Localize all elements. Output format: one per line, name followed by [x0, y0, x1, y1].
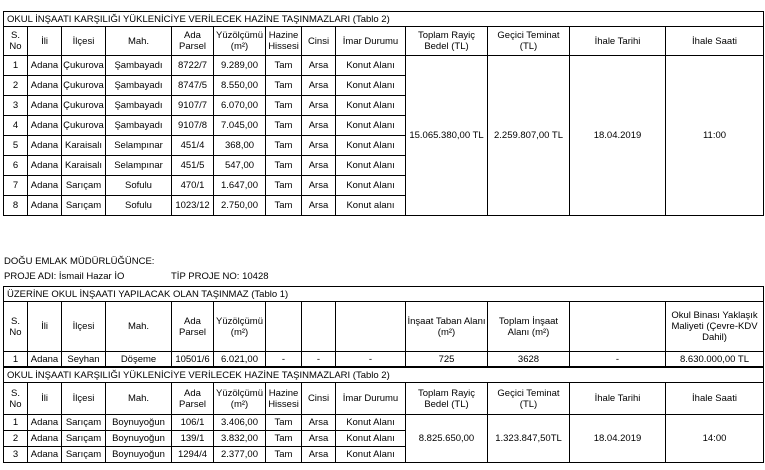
header-cins: Cinsi [302, 383, 336, 415]
header-il: İli [28, 302, 62, 352]
cell-mah: Boynuyoğun [106, 447, 172, 463]
header-empty [266, 302, 302, 352]
cell-imar: Konut Alanı [336, 156, 406, 176]
cell-toplam: 3628 [488, 352, 570, 367]
cell-no: 6 [4, 156, 28, 176]
cell-ada: 451/4 [172, 136, 214, 156]
cell-mah: Şambayadı [106, 116, 172, 136]
cell-cins: Arsa [302, 116, 336, 136]
header-empty [570, 302, 666, 352]
cell-ilce: Karaisalı [62, 156, 106, 176]
office-name: DOĞU EMLAK MÜDÜRLÜĞÜNCE: [4, 256, 155, 267]
cell-ilce: Sarıçam [62, 447, 106, 463]
cell-il: Adana [28, 176, 62, 196]
table-a-title: OKUL İNŞAATI KARŞILIĞI YÜKLENİCİYE VERİLECEK HAZİNE TAŞINMAZLARI (Tablo 2) [4, 12, 764, 27]
cell-mah: Şambayadı [106, 96, 172, 116]
cell-il: Adana [28, 56, 62, 76]
cell-hisse: Tam [266, 136, 302, 156]
header-toplam: Toplam İnşaat Alanı (m²) [488, 302, 570, 352]
cell-no: 1 [4, 352, 28, 367]
header-mah: Mah. [106, 383, 172, 415]
cell-il: Adana [28, 415, 62, 431]
header-ilce: İlçesi [62, 27, 106, 56]
header-empty [302, 302, 336, 352]
cell-mah: Selampınar [106, 136, 172, 156]
table-b2-title: OKUL İNŞAATI KARŞILIĞI YÜKLENİCİYE VERİLECEK HAZİNE TAŞINMAZLARI (Tablo 2) [4, 368, 764, 383]
bedel-value: 15.065.380,00 TL [406, 56, 488, 216]
cell-cins: Arsa [302, 415, 336, 431]
table-a [3, 11, 764, 216]
cell-no: 3 [4, 96, 28, 116]
cell-il: Adana [28, 76, 62, 96]
cell-mah: Sofulu [106, 176, 172, 196]
cell-no: 1 [4, 415, 28, 431]
header-bedel: Toplam Rayiç Bedel (TL) [406, 27, 488, 56]
header-teminat: Geçici Teminat (TL) [488, 383, 570, 415]
cell-yuz: 7.045,00 [214, 116, 266, 136]
cell-hisse: Tam [266, 116, 302, 136]
cell-il: Adana [28, 196, 62, 216]
header-saat: İhale Saati [666, 27, 764, 56]
cell-mah: Boynuyoğun [106, 415, 172, 431]
cell-il: Adana [28, 447, 62, 463]
cell-yuz: 6.021,00 [214, 352, 266, 367]
cell-ada: 9107/8 [172, 116, 214, 136]
cell-ada: 9107/7 [172, 96, 214, 116]
cell-cins: Arsa [302, 76, 336, 96]
header-hisse: Hazine Hissesi [266, 27, 302, 56]
cell-cins: Arsa [302, 431, 336, 447]
cell-no: 2 [4, 431, 28, 447]
header-yuz: Yüzölçümü (m²) [214, 27, 266, 56]
cell-taban: 725 [406, 352, 488, 367]
cell-ilce: Çukurova [62, 96, 106, 116]
cell-ilce: Karaisalı [62, 136, 106, 156]
cell-imar: Konut Alanı [336, 76, 406, 96]
header-ada: Ada Parsel [172, 383, 214, 415]
header-mah: Mah. [106, 27, 172, 56]
saat-value: 14:00 [666, 415, 764, 463]
cell-ilce: Sarıçam [62, 431, 106, 447]
table-b2 [3, 367, 764, 463]
cell-mah: Şambayadı [106, 76, 172, 96]
cell-hisse: Tam [266, 156, 302, 176]
table-row [4, 352, 764, 367]
table-b1-title: ÜZERİNE OKUL İNŞAATI YAPILACAK OLAN TAŞINMAZ (Tablo 1) [4, 287, 764, 302]
cell-maliyet: 8.630.000,00 TL [666, 352, 764, 367]
header-no: S. No [4, 383, 28, 415]
cell-ilce: Çukurova [62, 76, 106, 96]
cell-dash: - [266, 352, 302, 367]
header-cins: Cinsi [302, 27, 336, 56]
cell-no: 8 [4, 196, 28, 216]
cell-ada: 106/1 [172, 415, 214, 431]
header-tarih: İhale Tarihi [570, 383, 666, 415]
header-maliyet: Okul Binası Yaklaşık Maliyeti (Çevre-KDV Dahil) [666, 302, 764, 352]
header-no: S. No [4, 27, 28, 56]
cell-hisse: Tam [266, 176, 302, 196]
cell-imar: Konut Alanı [336, 447, 406, 463]
cell-ilce: Sarıçam [62, 176, 106, 196]
header-ada: Ada Parsel [172, 27, 214, 56]
table-row [4, 415, 764, 431]
cell-il: Adana [28, 136, 62, 156]
cell-ada: 1023/12 [172, 196, 214, 216]
cell-ada: 8722/7 [172, 56, 214, 76]
cell-ada: 1294/4 [172, 447, 214, 463]
cell-imar: Konut Alanı [336, 116, 406, 136]
cell-cins: Arsa [302, 56, 336, 76]
cell-yuz: 2.750,00 [214, 196, 266, 216]
cell-il: Adana [28, 352, 62, 367]
header-mah: Mah. [106, 302, 172, 352]
header-ilce: İlçesi [62, 383, 106, 415]
cell-cins: Arsa [302, 176, 336, 196]
cell-hisse: Tam [266, 56, 302, 76]
header-ada: Ada Parsel [172, 302, 214, 352]
cell-imar: Konut Alanı [336, 56, 406, 76]
cell-cins: Arsa [302, 96, 336, 116]
cell-imar: Konut Alanı [336, 136, 406, 156]
cell-mah: Sofulu [106, 196, 172, 216]
cell-no: 7 [4, 176, 28, 196]
cell-dash: - [336, 352, 406, 367]
cell-dash: - [302, 352, 336, 367]
bedel-value: 8.825.650,00 [406, 415, 488, 463]
cell-yuz: 8.550,00 [214, 76, 266, 96]
cell-mah: Şambayadı [106, 56, 172, 76]
cell-il: Adana [28, 156, 62, 176]
tarih-value: 18.04.2019 [570, 415, 666, 463]
header-tarih: İhale Tarihi [570, 27, 666, 56]
header-bedel: Toplam Rayiç Bedel (TL) [406, 383, 488, 415]
cell-yuz: 6.070,00 [214, 96, 266, 116]
cell-imar: Konut alanı [336, 196, 406, 216]
cell-yuz: 368,00 [214, 136, 266, 156]
cell-imar: Konut Alanı [336, 176, 406, 196]
cell-yuz: 547,00 [214, 156, 266, 176]
cell-hisse: Tam [266, 415, 302, 431]
cell-no: 1 [4, 56, 28, 76]
header-no: S. No [4, 302, 28, 352]
header-teminat: Geçici Teminat (TL) [488, 27, 570, 56]
cell-mah: Boynuyoğun [106, 431, 172, 447]
cell-no: 3 [4, 447, 28, 463]
saat-value: 11:00 [666, 56, 764, 216]
cell-yuz: 3.832,00 [214, 431, 266, 447]
cell-hisse: Tam [266, 76, 302, 96]
cell-cins: Arsa [302, 136, 336, 156]
header-il: İli [28, 27, 62, 56]
cell-ada: 10501/6 [172, 352, 214, 367]
cell-imar: Konut Alanı [336, 415, 406, 431]
cell-cins: Arsa [302, 156, 336, 176]
project-no: TİP PROJE NO: 10428 [171, 271, 269, 282]
cell-imar: Konut Alanı [336, 431, 406, 447]
tarih-value: 18.04.2019 [570, 56, 666, 216]
table-row [4, 56, 764, 76]
header-saat: İhale Saati [666, 383, 764, 415]
teminat-value: 2.259.807,00 TL [488, 56, 570, 216]
cell-yuz: 1.647,00 [214, 176, 266, 196]
header-yuz: Yüzölçümü (m²) [214, 302, 266, 352]
cell-il: Adana [28, 96, 62, 116]
cell-ilce: Sarıçam [62, 196, 106, 216]
cell-il: Adana [28, 116, 62, 136]
header-ilce: İlçesi [62, 302, 106, 352]
project-name: PROJE ADI: İsmail Hazar İO [4, 271, 125, 282]
cell-hisse: Tam [266, 431, 302, 447]
cell-ada: 139/1 [172, 431, 214, 447]
cell-no: 5 [4, 136, 28, 156]
header-empty [336, 302, 406, 352]
cell-cins: Arsa [302, 196, 336, 216]
table-b1 [3, 286, 764, 367]
cell-yuz: 9.289,00 [214, 56, 266, 76]
teminat-value: 1.323.847,50TL [488, 415, 570, 463]
cell-hisse: Tam [266, 196, 302, 216]
cell-mah: Döşeme [106, 352, 172, 367]
cell-no: 2 [4, 76, 28, 96]
header-yuz: Yüzölçümü (m²) [214, 383, 266, 415]
cell-hisse: Tam [266, 447, 302, 463]
cell-ada: 451/5 [172, 156, 214, 176]
header-imar: İmar Durumu [336, 27, 406, 56]
cell-mah: Selampınar [106, 156, 172, 176]
cell-ada: 8747/5 [172, 76, 214, 96]
header-imar: İmar Durumu [336, 383, 406, 415]
cell-il: Adana [28, 431, 62, 447]
cell-ilce: Seyhan [62, 352, 106, 367]
cell-ilce: Çukurova [62, 56, 106, 76]
cell-ilce: Sarıçam [62, 415, 106, 431]
cell-no: 4 [4, 116, 28, 136]
cell-yuz: 2.377,00 [214, 447, 266, 463]
cell-ilce: Çukurova [62, 116, 106, 136]
header-il: İli [28, 383, 62, 415]
cell-imar: Konut Alanı [336, 96, 406, 116]
cell-dash: - [570, 352, 666, 367]
header-hisse: Hazine Hissesi [266, 383, 302, 415]
header-taban: İnşaat Taban Alanı (m²) [406, 302, 488, 352]
cell-yuz: 3.406,00 [214, 415, 266, 431]
cell-hisse: Tam [266, 96, 302, 116]
cell-cins: Arsa [302, 447, 336, 463]
cell-ada: 470/1 [172, 176, 214, 196]
